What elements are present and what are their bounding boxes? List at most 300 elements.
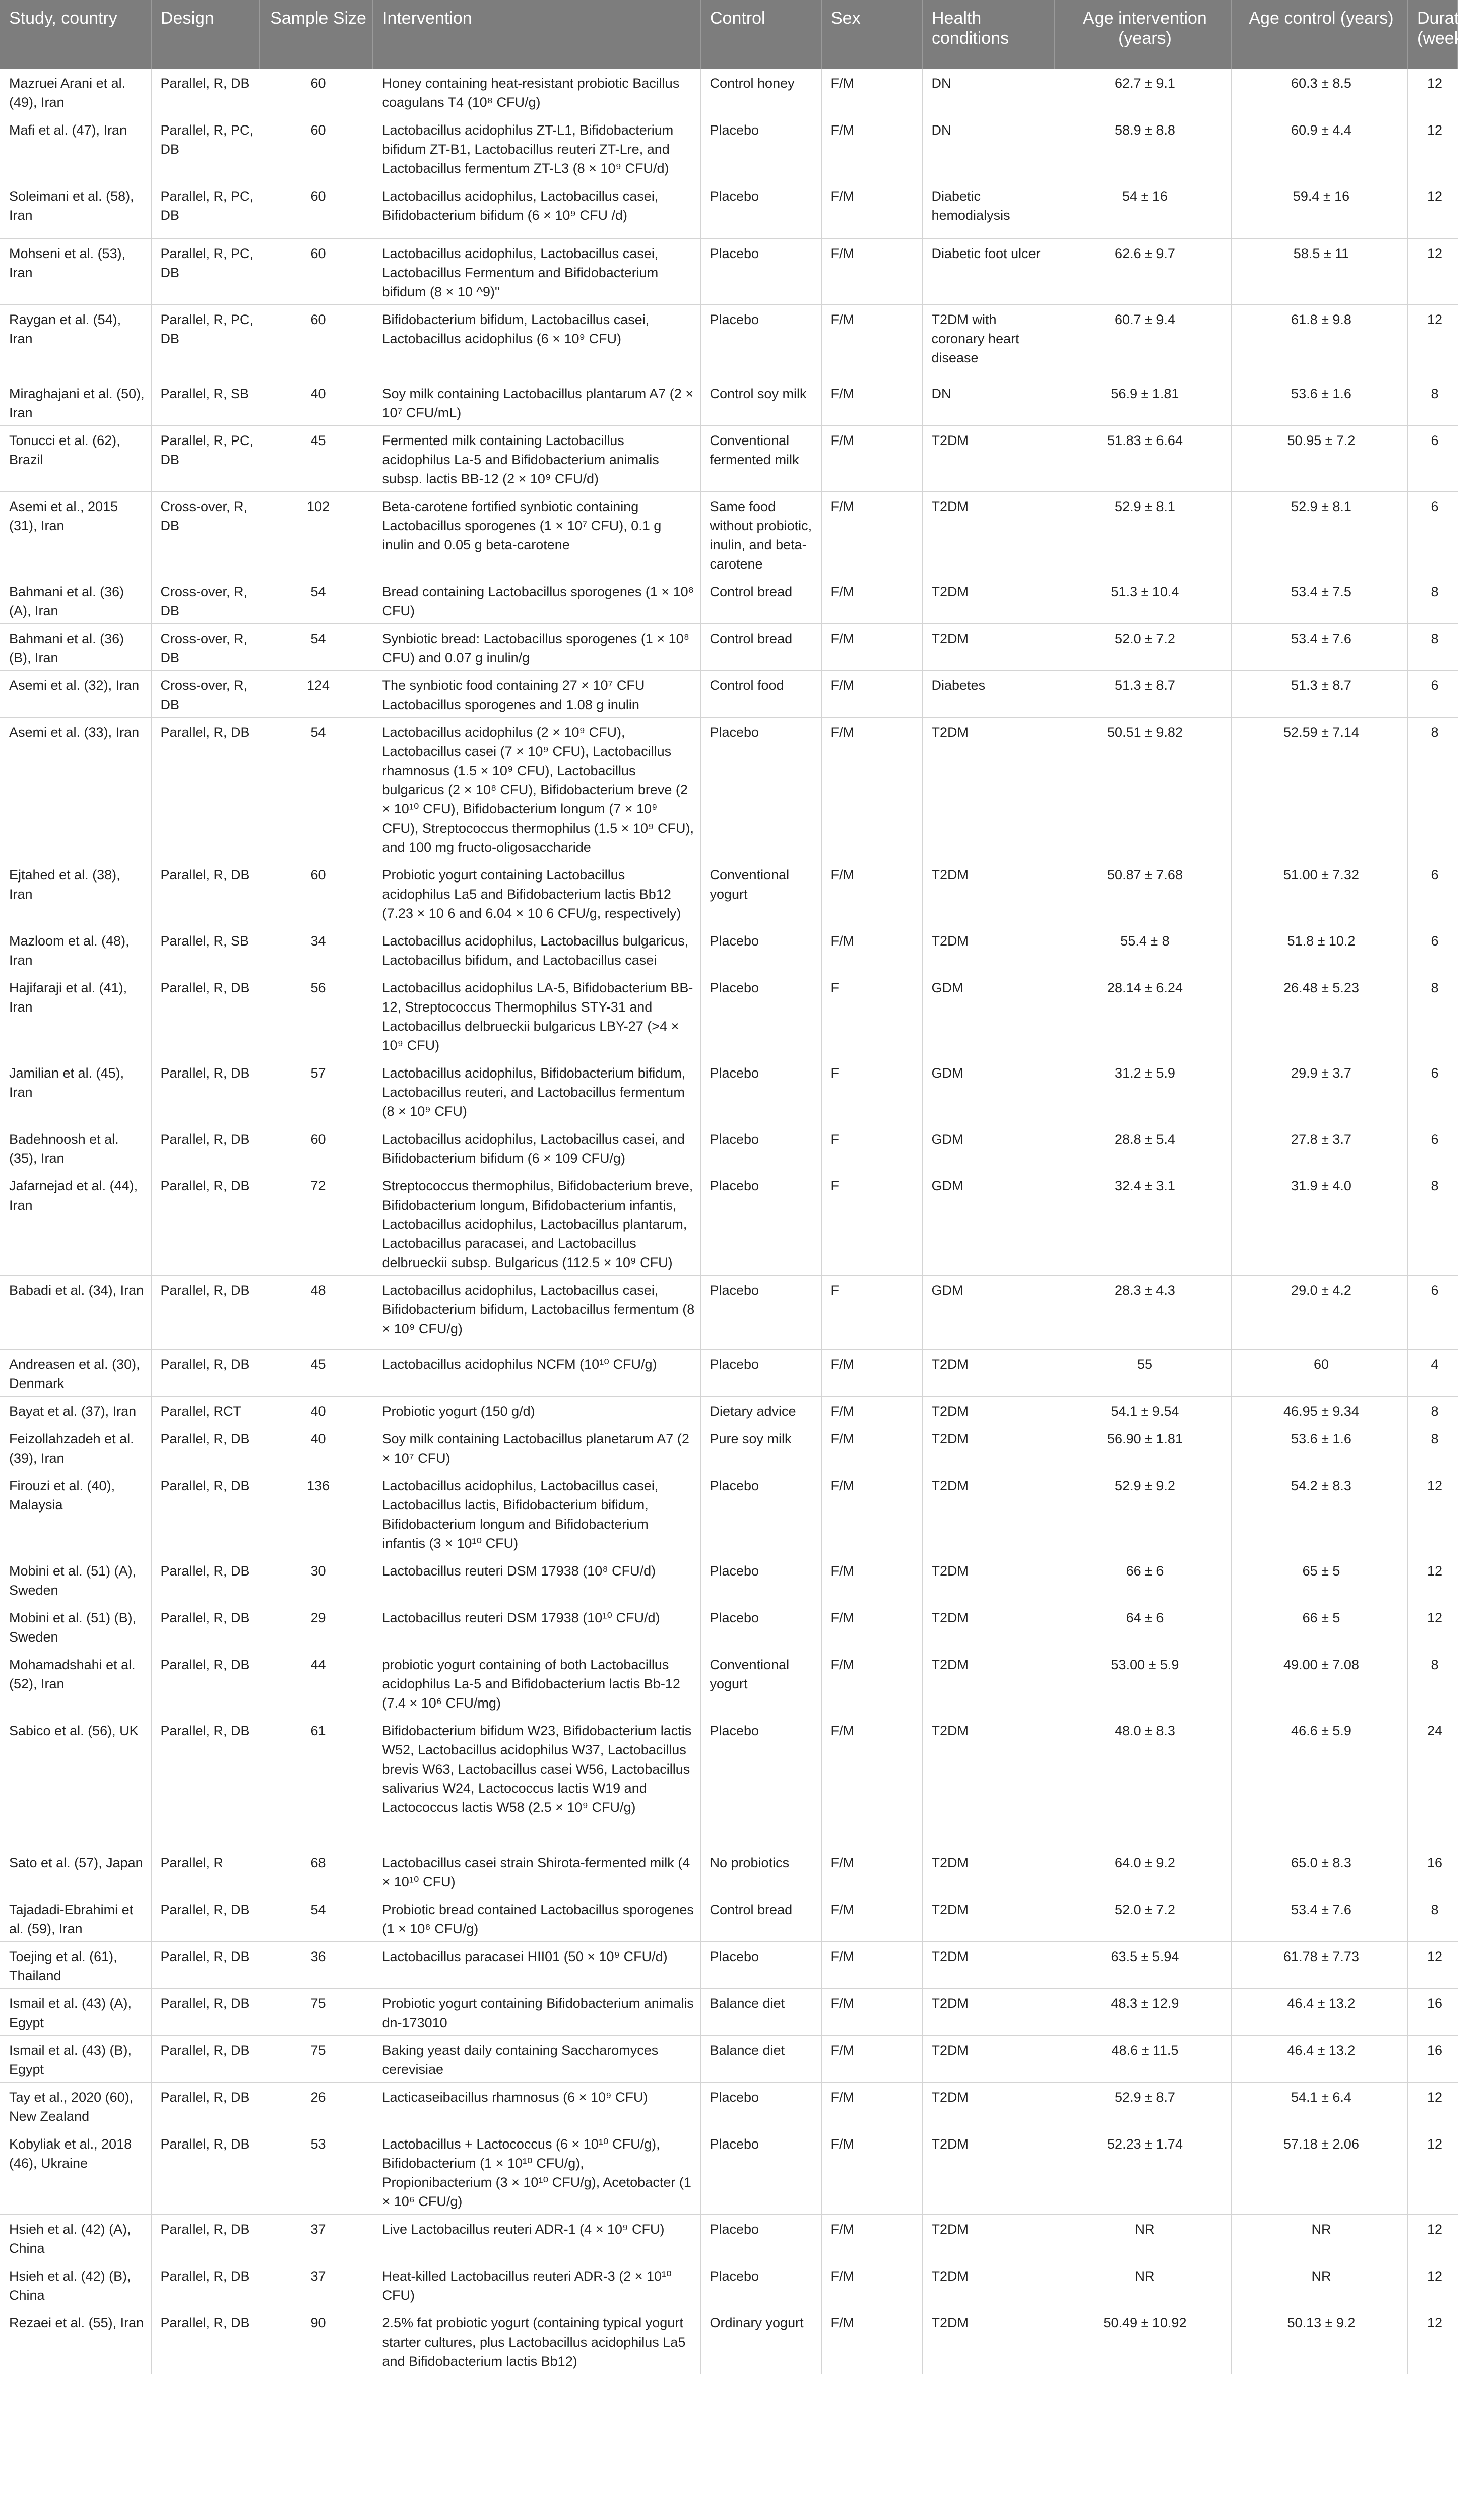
cell-design: Parallel, R, PC, DB <box>151 115 260 181</box>
cell-sample-size: 54 <box>260 1895 373 1942</box>
cell-age-control: 51.8 ± 10.2 <box>1231 926 1407 973</box>
cell-control: Placebo <box>700 1603 821 1650</box>
table-row <box>0 69 1458 115</box>
cell-design: Parallel, R, DB <box>151 1276 260 1350</box>
cell-health-conditions: T2DM <box>922 718 1055 860</box>
cell-sample-size: 48 <box>260 1276 373 1350</box>
cell-age-intervention: 54.1 ± 9.54 <box>1055 1397 1231 1424</box>
cell-intervention: Lactobacillus acidophilus, Bifidobacterium bifidum, Lactobacillus reuteri, and Lactobacillus fermentum (8 × 10⁹ CFU) <box>373 1058 700 1124</box>
cell-design: Parallel, R, DB <box>151 1424 260 1471</box>
cell-control: Placebo <box>700 1556 821 1603</box>
cell-control: Placebo <box>700 181 821 239</box>
cell-design: Parallel, R, PC, DB <box>151 305 260 379</box>
cell-age-control: 60 <box>1231 1350 1407 1397</box>
cell-age-control: 53.4 ± 7.5 <box>1231 577 1407 624</box>
cell-age-intervention: 53.00 ± 5.9 <box>1055 1650 1231 1716</box>
cell-duration: 12 <box>1407 2308 1458 2374</box>
table-row <box>0 1556 1458 1603</box>
table-row <box>0 1716 1458 1848</box>
cell-health-conditions: DN <box>922 115 1055 181</box>
cell-design: Parallel, R, DB <box>151 1716 260 1848</box>
cell-study: Andreasen et al. (30), Denmark <box>0 1350 151 1397</box>
table-row <box>0 2083 1458 2129</box>
cell-sex: F/M <box>821 1424 922 1471</box>
cell-design: Parallel, R, DB <box>151 1989 260 2036</box>
cell-control: Conventional yogurt <box>700 1650 821 1716</box>
cell-intervention: Lactobacillus acidophilus, Lactobacillus casei, Lactobacillus Fermentum and Bifidobacterium bifidum (8 × 10 ^9)" <box>373 239 700 305</box>
cell-age-control: 53.6 ± 1.6 <box>1231 1424 1407 1471</box>
table-row <box>0 1424 1458 1471</box>
cell-study: Toejing et al. (61), Thailand <box>0 1942 151 1989</box>
cell-sample-size: 60 <box>260 239 373 305</box>
cell-age-intervention: NR <box>1055 2215 1231 2261</box>
cell-sex: F/M <box>821 1942 922 1989</box>
cell-sex: F/M <box>821 2129 922 2215</box>
cell-design: Parallel, R, DB <box>151 1556 260 1603</box>
cell-health-conditions: T2DM <box>922 1650 1055 1716</box>
cell-age-intervention: 60.7 ± 9.4 <box>1055 305 1231 379</box>
cell-health-conditions: Diabetic foot ulcer <box>922 239 1055 305</box>
cell-study: Hsieh et al. (42) (A), China <box>0 2215 151 2261</box>
cell-sample-size: 44 <box>260 1650 373 1716</box>
cell-study: Tay et al., 2020 (60), New Zealand <box>0 2083 151 2129</box>
cell-intervention: Honey containing heat-resistant probiotic Bacillus coagulans T4 (10⁸ CFU/g) <box>373 69 700 115</box>
cell-control: Control soy milk <box>700 379 821 426</box>
cell-duration: 16 <box>1407 1848 1458 1895</box>
cell-design: Parallel, R, PC, DB <box>151 181 260 239</box>
cell-sample-size: 34 <box>260 926 373 973</box>
cell-control: Pure soy milk <box>700 1424 821 1471</box>
cell-intervention: Fermented milk containing Lactobacillus acidophilus La-5 and Bifidobacterium animalis subsp. lactis BB-12 (2 × 10⁹ CFU/d) <box>373 426 700 492</box>
cell-age-intervention: 64.0 ± 9.2 <box>1055 1848 1231 1895</box>
cell-sex: F/M <box>821 1989 922 2036</box>
table-row <box>0 973 1458 1058</box>
cell-study: Mobini et al. (51) (B), Sweden <box>0 1603 151 1650</box>
cell-study: Mazruei Arani et al. (49), Iran <box>0 69 151 115</box>
cell-control: Control food <box>700 671 821 718</box>
cell-health-conditions: T2DM with coronary heart disease <box>922 305 1055 379</box>
cell-sex: F/M <box>821 1895 922 1942</box>
cell-study: Hsieh et al. (42) (B), China <box>0 2261 151 2308</box>
cell-health-conditions: T2DM <box>922 1350 1055 1397</box>
cell-sex: F/M <box>821 718 922 860</box>
cell-intervention: Probiotic yogurt containing Bifidobacterium animalis dn-173010 <box>373 1989 700 2036</box>
table-row <box>0 1895 1458 1942</box>
cell-intervention: probiotic yogurt containing of both Lactobacillus acidophilus La-5 and Bifidobacterium lactis Bb-12 (7.4 × 10⁶ CFU/mg) <box>373 1650 700 1716</box>
cell-design: Parallel, R, DB <box>151 2261 260 2308</box>
cell-sex: F/M <box>821 305 922 379</box>
cell-sex: F/M <box>821 1397 922 1424</box>
cell-sample-size: 124 <box>260 671 373 718</box>
cell-age-control: 57.18 ± 2.06 <box>1231 2129 1407 2215</box>
cell-age-control: 29.9 ± 3.7 <box>1231 1058 1407 1124</box>
cell-duration: 12 <box>1407 2083 1458 2129</box>
cell-sample-size: 36 <box>260 1942 373 1989</box>
cell-duration: 8 <box>1407 379 1458 426</box>
cell-intervention: Soy milk containing Lactobacillus plantarum A7 (2 × 10⁷ CFU/mL) <box>373 379 700 426</box>
cell-design: Parallel, R, DB <box>151 973 260 1058</box>
cell-duration: 8 <box>1407 973 1458 1058</box>
cell-sex: F/M <box>821 1350 922 1397</box>
cell-health-conditions: T2DM <box>922 2261 1055 2308</box>
cell-age-intervention: 52.0 ± 7.2 <box>1055 1895 1231 1942</box>
cell-age-intervention: 64 ± 6 <box>1055 1603 1231 1650</box>
table-row <box>0 492 1458 577</box>
cell-intervention: Lactobacillus acidophilus, Lactobacillus casei, Bifidobacterium bifidum, Lactobacillus fermentum (8 × 10⁹ CFU/g) <box>373 1276 700 1350</box>
cell-sex: F/M <box>821 69 922 115</box>
cell-age-intervention: 52.9 ± 9.2 <box>1055 1471 1231 1556</box>
cell-design: Cross-over, R, DB <box>151 624 260 671</box>
cell-age-intervention: 50.51 ± 9.82 <box>1055 718 1231 860</box>
table-row <box>0 2308 1458 2374</box>
cell-intervention: Lactobacillus + Lactococcus (6 × 10¹⁰ CFU/g), Bifidobacterium (1 × 10¹⁰ CFU/g), Propionibacterium (3 × 10¹⁰ CFU/g), Acetobacter (1 × 10⁶ CFU/g) <box>373 2129 700 2215</box>
cell-intervention: Bifidobacterium bifidum, Lactobacillus casei, Lactobacillus acidophilus (6 × 10⁹ CFU) <box>373 305 700 379</box>
cell-health-conditions: T2DM <box>922 926 1055 973</box>
cell-sample-size: 60 <box>260 115 373 181</box>
cell-sex: F/M <box>821 426 922 492</box>
cell-age-intervention: 55 <box>1055 1350 1231 1397</box>
cell-design: Parallel, R, DB <box>151 718 260 860</box>
cell-control: Placebo <box>700 2129 821 2215</box>
cell-duration: 4 <box>1407 1350 1458 1397</box>
cell-age-control: 66 ± 5 <box>1231 1603 1407 1650</box>
cell-age-control: 54.2 ± 8.3 <box>1231 1471 1407 1556</box>
cell-design: Parallel, RCT <box>151 1397 260 1424</box>
cell-duration: 8 <box>1407 577 1458 624</box>
cell-duration: 12 <box>1407 2215 1458 2261</box>
cell-intervention: Lactobacillus reuteri DSM 17938 (10¹⁰ CFU/d) <box>373 1603 700 1650</box>
cell-study: Ismail et al. (43) (A), Egypt <box>0 1989 151 2036</box>
cell-health-conditions: T2DM <box>922 624 1055 671</box>
cell-health-conditions: T2DM <box>922 2129 1055 2215</box>
cell-health-conditions: T2DM <box>922 1895 1055 1942</box>
cell-intervention: Bread containing Lactobacillus sporogenes (1 × 10⁸ CFU) <box>373 577 700 624</box>
cell-intervention: Heat-killed Lactobacillus reuteri ADR-3 (2 × 10¹⁰ CFU) <box>373 2261 700 2308</box>
cell-study: Ejtahed et al. (38), Iran <box>0 860 151 926</box>
table-header <box>0 0 1482 69</box>
table-row <box>0 1942 1458 1989</box>
cell-age-intervention: 54 ± 16 <box>1055 181 1231 239</box>
cell-design: Parallel, R <box>151 1848 260 1895</box>
cell-control: Balance diet <box>700 1989 821 2036</box>
cell-control: Placebo <box>700 305 821 379</box>
cell-study: Mazloom et al. (48), Iran <box>0 926 151 973</box>
cell-study: Feizollahzadeh et al. (39), Iran <box>0 1424 151 1471</box>
cell-sample-size: 40 <box>260 379 373 426</box>
cell-control: Control bread <box>700 577 821 624</box>
cell-sex: F <box>821 1171 922 1276</box>
table-row <box>0 926 1458 973</box>
cell-duration: 12 <box>1407 69 1458 115</box>
cell-age-intervention: 48.0 ± 8.3 <box>1055 1716 1231 1848</box>
cell-control: Same food without probiotic, inulin, and beta-carotene <box>700 492 821 577</box>
cell-age-intervention: 52.9 ± 8.7 <box>1055 2083 1231 2129</box>
cell-health-conditions: T2DM <box>922 1716 1055 1848</box>
cell-study: Firouzi et al. (40), Malaysia <box>0 1471 151 1556</box>
cell-sample-size: 26 <box>260 2083 373 2129</box>
cell-sex: F/M <box>821 860 922 926</box>
cell-sex: F/M <box>821 2261 922 2308</box>
cell-intervention: Lactobacillus paracasei HII01 (50 × 10⁹ CFU/d) <box>373 1942 700 1989</box>
table-row <box>0 1989 1458 2036</box>
cell-age-intervention: 56.90 ± 1.81 <box>1055 1424 1231 1471</box>
cell-health-conditions: DN <box>922 69 1055 115</box>
cell-age-intervention: 55.4 ± 8 <box>1055 926 1231 973</box>
cell-age-control: 53.6 ± 1.6 <box>1231 379 1407 426</box>
cell-control: Placebo <box>700 2215 821 2261</box>
table-row <box>0 671 1458 718</box>
cell-sex: F/M <box>821 1556 922 1603</box>
cell-sex: F/M <box>821 1650 922 1716</box>
cell-health-conditions: T2DM <box>922 577 1055 624</box>
cell-duration: 12 <box>1407 181 1458 239</box>
cell-sample-size: 75 <box>260 2036 373 2083</box>
cell-sex: F <box>821 973 922 1058</box>
cell-health-conditions: T2DM <box>922 2308 1055 2374</box>
cell-sex: F/M <box>821 239 922 305</box>
cell-study: Soleimani et al. (58), Iran <box>0 181 151 239</box>
table-row <box>0 379 1458 426</box>
cell-age-intervention: 51.83 ± 6.64 <box>1055 426 1231 492</box>
table-row <box>0 1603 1458 1650</box>
cell-health-conditions: GDM <box>922 1171 1055 1276</box>
cell-control: Control bread <box>700 1895 821 1942</box>
cell-control: Placebo <box>700 239 821 305</box>
cell-sex: F/M <box>821 1716 922 1848</box>
cell-control: Conventional fermented milk <box>700 426 821 492</box>
table-row <box>0 1124 1458 1171</box>
cell-intervention: Lactobacillus casei strain Shirota-fermented milk (4 × 10¹⁰ CFU) <box>373 1848 700 1895</box>
cell-design: Parallel, R, DB <box>151 1603 260 1650</box>
cell-age-intervention: NR <box>1055 2261 1231 2308</box>
header-intervention: Intervention <box>373 0 700 69</box>
cell-study: Jafarnejad et al. (44), Iran <box>0 1171 151 1276</box>
cell-age-control: 58.5 ± 11 <box>1231 239 1407 305</box>
cell-age-intervention: 56.9 ± 1.81 <box>1055 379 1231 426</box>
cell-study: Asemi et al. (32), Iran <box>0 671 151 718</box>
cell-sample-size: 57 <box>260 1058 373 1124</box>
cell-age-control: 61.8 ± 9.8 <box>1231 305 1407 379</box>
cell-sex: F/M <box>821 492 922 577</box>
table-row <box>0 305 1458 379</box>
cell-health-conditions: T2DM <box>922 2036 1055 2083</box>
header-sex: Sex <box>821 0 922 69</box>
cell-age-control: 51.00 ± 7.32 <box>1231 860 1407 926</box>
cell-duration: 6 <box>1407 860 1458 926</box>
cell-control: Placebo <box>700 1350 821 1397</box>
cell-intervention: Lactobacillus acidophilus, Lactobacillus casei, Bifidobacterium bifidum (6 × 10⁹ CFU /d) <box>373 181 700 239</box>
cell-design: Parallel, R, DB <box>151 1942 260 1989</box>
cell-study: Bahmani et al. (36) (A), Iran <box>0 577 151 624</box>
cell-health-conditions: GDM <box>922 1124 1055 1171</box>
cell-design: Parallel, R, DB <box>151 2308 260 2374</box>
cell-duration: 12 <box>1407 239 1458 305</box>
cell-design: Parallel, R, DB <box>151 2036 260 2083</box>
cell-duration: 6 <box>1407 1058 1458 1124</box>
cell-design: Parallel, R, DB <box>151 2083 260 2129</box>
table-row <box>0 718 1458 860</box>
table-row <box>0 1350 1458 1397</box>
cell-sex: F/M <box>821 2036 922 2083</box>
cell-sample-size: 61 <box>260 1716 373 1848</box>
cell-intervention: Probiotic bread contained Lactobacillus sporogenes (1 × 10⁸ CFU/g) <box>373 1895 700 1942</box>
cell-control: Placebo <box>700 1276 821 1350</box>
cell-sex: F/M <box>821 2308 922 2374</box>
cell-duration: 16 <box>1407 1989 1458 2036</box>
cell-health-conditions: T2DM <box>922 860 1055 926</box>
cell-duration: 12 <box>1407 115 1458 181</box>
cell-sample-size: 54 <box>260 718 373 860</box>
cell-sample-size: 54 <box>260 577 373 624</box>
cell-control: Placebo <box>700 1171 821 1276</box>
table-row <box>0 1058 1458 1124</box>
cell-health-conditions: GDM <box>922 1058 1055 1124</box>
table-row <box>0 2129 1458 2215</box>
table-row <box>0 2036 1458 2083</box>
cell-health-conditions: DN <box>922 379 1055 426</box>
cell-intervention: Lactobacillus acidophilus NCFM (10¹⁰ CFU/g) <box>373 1350 700 1397</box>
table-row <box>0 1471 1458 1556</box>
header-age-control: Age control (years) <box>1231 0 1407 69</box>
cell-sex: F/M <box>821 115 922 181</box>
cell-age-intervention: 51.3 ± 10.4 <box>1055 577 1231 624</box>
cell-study: Sabico et al. (56), UK <box>0 1716 151 1848</box>
cell-duration: 8 <box>1407 718 1458 860</box>
cell-health-conditions: T2DM <box>922 1471 1055 1556</box>
cell-age-intervention: 50.87 ± 7.68 <box>1055 860 1231 926</box>
cell-design: Cross-over, R, DB <box>151 577 260 624</box>
cell-sex: F/M <box>821 1603 922 1650</box>
header-age-intervention: Age intervention (years) <box>1055 0 1231 69</box>
cell-age-control: 31.9 ± 4.0 <box>1231 1171 1407 1276</box>
cell-control: Conventional yogurt <box>700 860 821 926</box>
cell-sex: F <box>821 1276 922 1350</box>
cell-control: Placebo <box>700 1942 821 1989</box>
table-row <box>0 1397 1458 1424</box>
cell-study: Tajadadi-Ebrahimi et al. (59), Iran <box>0 1895 151 1942</box>
cell-age-control: NR <box>1231 2215 1407 2261</box>
cell-design: Parallel, R, DB <box>151 69 260 115</box>
cell-intervention: Probiotic yogurt containing Lactobacillus acidophilus La5 and Bifidobacterium lactis Bb12 (7.23 × 10 6 and 6.04 × 10 6 CFU/g, respectively) <box>373 860 700 926</box>
cell-sample-size: 53 <box>260 2129 373 2215</box>
cell-intervention: Bifidobacterium bifidum W23, Bifidobacterium lactis W52, Lactobacillus acidophilus W37, Lactobacillus brevis W63, Lactobacillus casei W56, Lactobacillus salivarius W24, Lactococcus lactis W19 and Lactococcus lactis W58 (2.5 × 10⁹ CFU/g) <box>373 1716 700 1848</box>
cell-control: Placebo <box>700 1058 821 1124</box>
cell-duration: 8 <box>1407 1424 1458 1471</box>
header-health-conditions: Health conditions <box>922 0 1055 69</box>
cell-sample-size: 60 <box>260 305 373 379</box>
cell-age-intervention: 48.3 ± 12.9 <box>1055 1989 1231 2036</box>
cell-sample-size: 90 <box>260 2308 373 2374</box>
cell-sample-size: 37 <box>260 2261 373 2308</box>
cell-study: Mafi et al. (47), Iran <box>0 115 151 181</box>
cell-age-control: NR <box>1231 2261 1407 2308</box>
table-row <box>0 2261 1458 2308</box>
cell-intervention: The synbiotic food containing 27 × 10⁷ CFU Lactobacillus sporogenes and 1.08 g inulin <box>373 671 700 718</box>
cell-sample-size: 102 <box>260 492 373 577</box>
cell-intervention: Lactobacillus acidophilus, Lactobacillus bulgaricus, Lactobacillus bifidum, and Lactobacillus casei <box>373 926 700 973</box>
cell-study: Miraghajani et al. (50), Iran <box>0 379 151 426</box>
table-row <box>0 2215 1458 2261</box>
cell-sex: F/M <box>821 181 922 239</box>
cell-intervention: Lactobacillus reuteri DSM 17938 (10⁸ CFU/d) <box>373 1556 700 1603</box>
cell-study: Asemi et al., 2015 (31), Iran <box>0 492 151 577</box>
cell-design: Parallel, R, DB <box>151 1650 260 1716</box>
cell-design: Parallel, R, PC, DB <box>151 426 260 492</box>
cell-age-intervention: 52.0 ± 7.2 <box>1055 624 1231 671</box>
cell-age-intervention: 48.6 ± 11.5 <box>1055 2036 1231 2083</box>
cell-control: Control bread <box>700 624 821 671</box>
header-study: Study, country <box>0 0 151 69</box>
cell-study: Mobini et al. (51) (A), Sweden <box>0 1556 151 1603</box>
cell-duration: 8 <box>1407 1895 1458 1942</box>
cell-sex: F <box>821 1124 922 1171</box>
cell-health-conditions: T2DM <box>922 2083 1055 2129</box>
cell-duration: 8 <box>1407 624 1458 671</box>
cell-duration: 6 <box>1407 671 1458 718</box>
cell-sex: F/M <box>821 926 922 973</box>
header-duration: Duration (weeks) <box>1407 0 1458 69</box>
cell-study: Mohseni et al. (53), Iran <box>0 239 151 305</box>
cell-age-control: 46.95 ± 9.34 <box>1231 1397 1407 1424</box>
cell-control: Dietary advice <box>700 1397 821 1424</box>
cell-age-control: 52.9 ± 8.1 <box>1231 492 1407 577</box>
cell-age-control: 50.95 ± 7.2 <box>1231 426 1407 492</box>
cell-sex: F/M <box>821 2083 922 2129</box>
cell-control: No probiotics <box>700 1848 821 1895</box>
cell-duration: 8 <box>1407 1171 1458 1276</box>
cell-study: Sato et al. (57), Japan <box>0 1848 151 1895</box>
cell-duration: 12 <box>1407 2129 1458 2215</box>
cell-sex: F/M <box>821 624 922 671</box>
cell-health-conditions: GDM <box>922 973 1055 1058</box>
cell-duration: 8 <box>1407 1397 1458 1424</box>
cell-intervention: Baking yeast daily containing Saccharomyces cerevisiae <box>373 2036 700 2083</box>
cell-control: Control honey <box>700 69 821 115</box>
cell-intervention: Live Lactobacillus reuteri ADR-1 (4 × 10⁹ CFU) <box>373 2215 700 2261</box>
table-row <box>0 860 1458 926</box>
cell-control: Placebo <box>700 718 821 860</box>
cell-health-conditions: T2DM <box>922 1424 1055 1471</box>
cell-age-intervention: 50.49 ± 10.92 <box>1055 2308 1231 2374</box>
cell-duration: 12 <box>1407 1556 1458 1603</box>
cell-age-control: 29.0 ± 4.2 <box>1231 1276 1407 1350</box>
table-row <box>0 239 1458 305</box>
cell-age-intervention: 62.7 ± 9.1 <box>1055 69 1231 115</box>
table-body <box>0 69 1458 2374</box>
cell-age-control: 60.9 ± 4.4 <box>1231 115 1407 181</box>
cell-duration: 12 <box>1407 2261 1458 2308</box>
cell-study: Mohamadshahi et al. (52), Iran <box>0 1650 151 1716</box>
cell-design: Parallel, R, DB <box>151 1471 260 1556</box>
header-row <box>0 0 1458 69</box>
cell-study: Babadi et al. (34), Iran <box>0 1276 151 1350</box>
cell-age-intervention: 28.8 ± 5.4 <box>1055 1124 1231 1171</box>
cell-design: Parallel, R, DB <box>151 1350 260 1397</box>
cell-design: Parallel, R, DB <box>151 1124 260 1171</box>
cell-design: Parallel, R, DB <box>151 860 260 926</box>
cell-intervention: Lactobacillus acidophilus LA-5, Bifidobacterium BB-12, Streptococcus Thermophilus STY-31 and Lactobacillus delbrueckii bulgaricus LBY-27 (>4 × 10⁹ CFU) <box>373 973 700 1058</box>
cell-duration: 12 <box>1407 305 1458 379</box>
cell-control: Ordinary yogurt <box>700 2308 821 2374</box>
table-row <box>0 1276 1458 1350</box>
cell-age-intervention: 58.9 ± 8.8 <box>1055 115 1231 181</box>
cell-study: Ismail et al. (43) (B), Egypt <box>0 2036 151 2083</box>
cell-study: Bayat et al. (37), Iran <box>0 1397 151 1424</box>
cell-duration: 6 <box>1407 492 1458 577</box>
cell-intervention: Lactobacillus acidophilus, Lactobacillus casei, and Bifidobacterium bifidum (6 × 109 CFU/g) <box>373 1124 700 1171</box>
cell-intervention: Soy milk containing Lactobacillus planetarum A7 (2 × 10⁷ CFU) <box>373 1424 700 1471</box>
header-control: Control <box>700 0 821 69</box>
